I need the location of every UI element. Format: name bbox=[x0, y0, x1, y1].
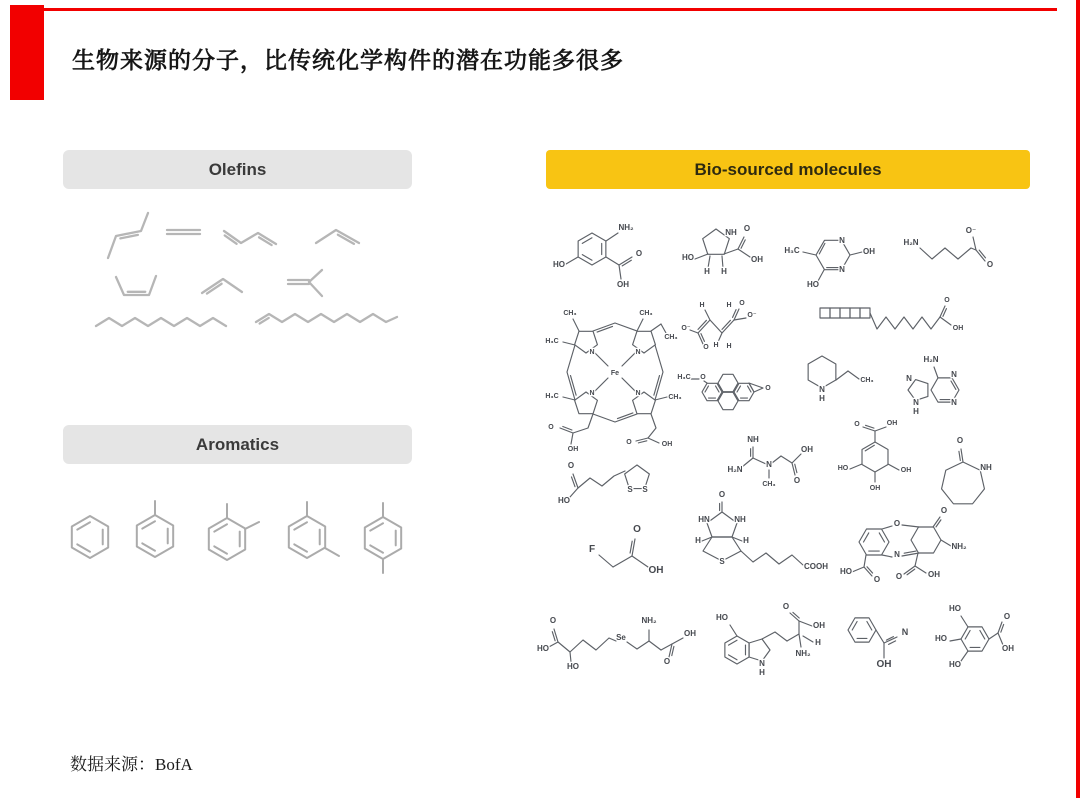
svg-text:N: N bbox=[635, 390, 641, 397]
svg-text:OH: OH bbox=[1002, 644, 1014, 653]
bio-molecules-diagram bbox=[533, 205, 1047, 697]
svg-text:OH: OH bbox=[886, 420, 898, 427]
aromatic-p-xylene bbox=[365, 503, 401, 573]
svg-text:N: N bbox=[901, 627, 909, 637]
svg-text:Fe: Fe bbox=[610, 370, 620, 377]
red-accent-block bbox=[10, 5, 44, 100]
svg-text:O: O bbox=[626, 439, 632, 446]
olefin-butadiene bbox=[224, 231, 276, 245]
svg-text:O: O bbox=[986, 260, 994, 269]
svg-text:OH: OH bbox=[617, 280, 629, 289]
svg-text:O: O bbox=[895, 572, 903, 581]
svg-text:OH: OH bbox=[952, 325, 964, 332]
aromatics-header-label: Aromatics bbox=[195, 434, 280, 454]
molecule-shikimic-acid bbox=[838, 420, 912, 492]
svg-text:HO: HO bbox=[935, 634, 947, 643]
svg-text:OH: OH bbox=[801, 445, 813, 454]
svg-text:O: O bbox=[873, 575, 881, 584]
svg-text:H₃C: H₃C bbox=[677, 374, 691, 381]
svg-text:H: H bbox=[713, 342, 719, 349]
svg-text:N: N bbox=[951, 398, 957, 407]
svg-text:H: H bbox=[699, 302, 705, 309]
svg-text:HO: HO bbox=[837, 465, 849, 472]
svg-text:H₂N: H₂N bbox=[923, 355, 939, 364]
svg-text:CH₃: CH₃ bbox=[664, 334, 678, 341]
svg-text:H₂N: H₂N bbox=[727, 465, 743, 474]
svg-text:N: N bbox=[894, 550, 900, 559]
molecule-gaba bbox=[903, 226, 993, 269]
svg-text:O: O bbox=[793, 476, 801, 485]
svg-text:O: O bbox=[663, 657, 671, 666]
svg-text:O: O bbox=[549, 616, 557, 625]
red-right-rule bbox=[1076, 0, 1080, 798]
svg-text:HO: HO bbox=[949, 604, 961, 613]
svg-text:O: O bbox=[635, 249, 643, 258]
svg-text:N: N bbox=[913, 398, 919, 407]
svg-text:H: H bbox=[695, 536, 701, 545]
olefin-long-chain-b bbox=[256, 314, 397, 324]
slide-title: 生物来源的分子，比传统化学构件的潜在功能多很多 bbox=[72, 47, 624, 73]
svg-text:COOH: COOH bbox=[804, 562, 828, 571]
svg-text:O: O bbox=[743, 224, 751, 233]
data-source: 数据来源：BofA bbox=[70, 755, 193, 774]
svg-text:H: H bbox=[759, 668, 765, 677]
bio-sourced-header-label: Bio-sourced molecules bbox=[694, 159, 882, 179]
svg-text:CH₃: CH₃ bbox=[860, 377, 874, 384]
molecule-thymine bbox=[784, 236, 875, 289]
svg-text:OH: OH bbox=[648, 565, 664, 576]
svg-text:OH: OH bbox=[567, 446, 579, 453]
molecule-5-hydroxytryptophan bbox=[716, 602, 825, 677]
svg-text:O: O bbox=[718, 490, 726, 499]
svg-text:NH: NH bbox=[725, 228, 737, 237]
svg-text:N: N bbox=[839, 265, 845, 274]
aromatic-o-xylene bbox=[209, 504, 259, 560]
svg-text:O⁻: O⁻ bbox=[965, 226, 977, 235]
bio-sourced-header bbox=[546, 150, 1030, 189]
molecule-cinnabarinic-acid bbox=[840, 506, 967, 584]
svg-text:N: N bbox=[766, 460, 772, 469]
svg-text:O: O bbox=[739, 300, 745, 307]
svg-text:HO: HO bbox=[716, 613, 728, 622]
svg-text:F: F bbox=[588, 544, 596, 555]
svg-text:N: N bbox=[589, 390, 595, 397]
svg-text:O: O bbox=[893, 519, 901, 528]
olefin-propene bbox=[316, 230, 359, 244]
svg-text:Se: Se bbox=[616, 633, 626, 642]
olefin-butene bbox=[108, 213, 148, 258]
svg-text:OH: OH bbox=[863, 247, 875, 256]
svg-text:H: H bbox=[726, 343, 732, 350]
svg-text:O: O bbox=[1003, 612, 1011, 621]
svg-text:NH: NH bbox=[980, 463, 992, 472]
molecule-heme bbox=[545, 310, 681, 453]
aromatic-m-xylene bbox=[289, 502, 339, 558]
svg-text:NH₂: NH₂ bbox=[641, 616, 657, 625]
molecule-square-chain-acid bbox=[820, 297, 963, 332]
svg-text:OH: OH bbox=[876, 659, 892, 670]
molecule-adenine bbox=[906, 355, 959, 416]
svg-text:CH₃: CH₃ bbox=[668, 394, 682, 401]
svg-text:N: N bbox=[839, 236, 845, 245]
svg-text:NH₂: NH₂ bbox=[795, 649, 811, 658]
svg-text:S: S bbox=[642, 485, 648, 494]
svg-text:O: O bbox=[703, 344, 709, 351]
svg-text:OH: OH bbox=[813, 621, 825, 630]
aromatics-structures-diagram bbox=[55, 490, 415, 590]
svg-text:HO: HO bbox=[558, 496, 570, 505]
svg-text:NH: NH bbox=[734, 515, 746, 524]
svg-text:N: N bbox=[759, 659, 765, 668]
svg-text:O⁻: O⁻ bbox=[747, 312, 757, 319]
olefin-long-chain-a bbox=[96, 318, 226, 326]
molecule-hydroxyanthranilic-acid bbox=[553, 223, 642, 289]
svg-text:HN: HN bbox=[698, 515, 710, 524]
svg-text:O: O bbox=[567, 461, 575, 470]
olefin-cis-butene bbox=[116, 276, 156, 295]
aromatic-benzene bbox=[72, 516, 108, 558]
svg-text:N: N bbox=[906, 374, 912, 383]
svg-text:NH₂: NH₂ bbox=[618, 223, 634, 232]
svg-text:H: H bbox=[913, 407, 919, 416]
molecule-coniine bbox=[808, 356, 874, 403]
molecule-muconate bbox=[681, 300, 756, 351]
aromatics-header bbox=[63, 425, 412, 464]
svg-text:H: H bbox=[726, 302, 732, 309]
svg-text:H: H bbox=[819, 394, 825, 403]
olefin-pentene bbox=[202, 279, 242, 294]
svg-text:H₃C: H₃C bbox=[545, 393, 559, 400]
svg-text:CH₃: CH₃ bbox=[762, 481, 776, 488]
svg-text:O: O bbox=[765, 385, 771, 392]
olefins-header-label: Olefins bbox=[208, 159, 267, 179]
molecule-creatine bbox=[727, 435, 813, 488]
svg-text:O: O bbox=[548, 424, 554, 431]
svg-text:O: O bbox=[944, 297, 950, 304]
svg-text:O: O bbox=[956, 436, 964, 445]
svg-text:O: O bbox=[782, 602, 790, 611]
olefins-structures-diagram bbox=[63, 195, 412, 345]
svg-text:N: N bbox=[635, 349, 641, 356]
molecule-hydroxyproline bbox=[682, 224, 763, 276]
aromatic-toluene bbox=[137, 501, 173, 557]
svg-text:N: N bbox=[951, 370, 957, 379]
red-top-rule bbox=[44, 8, 1057, 11]
molecule-selenocystathionine bbox=[537, 616, 696, 671]
svg-text:NH: NH bbox=[747, 435, 759, 444]
svg-text:O: O bbox=[633, 524, 641, 535]
svg-text:HO: HO bbox=[840, 567, 852, 576]
svg-text:H₃C: H₃C bbox=[784, 246, 800, 255]
svg-text:HO: HO bbox=[567, 662, 579, 671]
svg-text:HO: HO bbox=[537, 644, 549, 653]
svg-text:CH₃: CH₃ bbox=[639, 310, 653, 317]
svg-text:H: H bbox=[815, 638, 821, 647]
molecule-gallic-acid bbox=[935, 604, 1014, 669]
svg-text:H: H bbox=[743, 536, 749, 545]
svg-text:H₂N: H₂N bbox=[903, 238, 919, 247]
svg-text:HO: HO bbox=[807, 280, 819, 289]
svg-text:O: O bbox=[700, 374, 706, 381]
molecule-lipoic-acid bbox=[558, 461, 649, 505]
olefins-header bbox=[63, 150, 412, 189]
molecule-biotin bbox=[695, 490, 828, 571]
molecule-mandelonitrile bbox=[848, 618, 908, 670]
molecule-fluoroacetic-acid bbox=[589, 524, 664, 576]
olefin-ethylene bbox=[167, 230, 200, 234]
olefin-isobutylene bbox=[288, 270, 322, 296]
svg-text:N: N bbox=[819, 385, 825, 394]
svg-text:HO: HO bbox=[553, 260, 565, 269]
svg-text:O: O bbox=[854, 421, 860, 428]
svg-text:N: N bbox=[589, 349, 595, 356]
svg-text:OH: OH bbox=[900, 467, 912, 474]
svg-text:H₃C: H₃C bbox=[545, 338, 559, 345]
svg-text:O: O bbox=[940, 506, 948, 515]
svg-text:OH: OH bbox=[928, 570, 940, 579]
svg-text:S: S bbox=[627, 485, 633, 494]
svg-text:NH₂: NH₂ bbox=[951, 542, 967, 551]
molecule-methoxypyrene-epoxide bbox=[677, 374, 771, 410]
svg-text:O⁻: O⁻ bbox=[681, 325, 691, 332]
svg-text:OH: OH bbox=[684, 629, 696, 638]
svg-text:H: H bbox=[721, 267, 727, 276]
molecule-caprolactam bbox=[942, 436, 992, 504]
svg-text:S: S bbox=[719, 557, 725, 566]
svg-text:OH: OH bbox=[751, 255, 763, 264]
svg-text:H: H bbox=[704, 267, 710, 276]
svg-text:HO: HO bbox=[949, 660, 961, 669]
svg-text:OH: OH bbox=[869, 485, 881, 492]
svg-text:CH₃: CH₃ bbox=[563, 310, 577, 317]
svg-text:OH: OH bbox=[661, 441, 673, 448]
svg-text:HO: HO bbox=[682, 253, 694, 262]
